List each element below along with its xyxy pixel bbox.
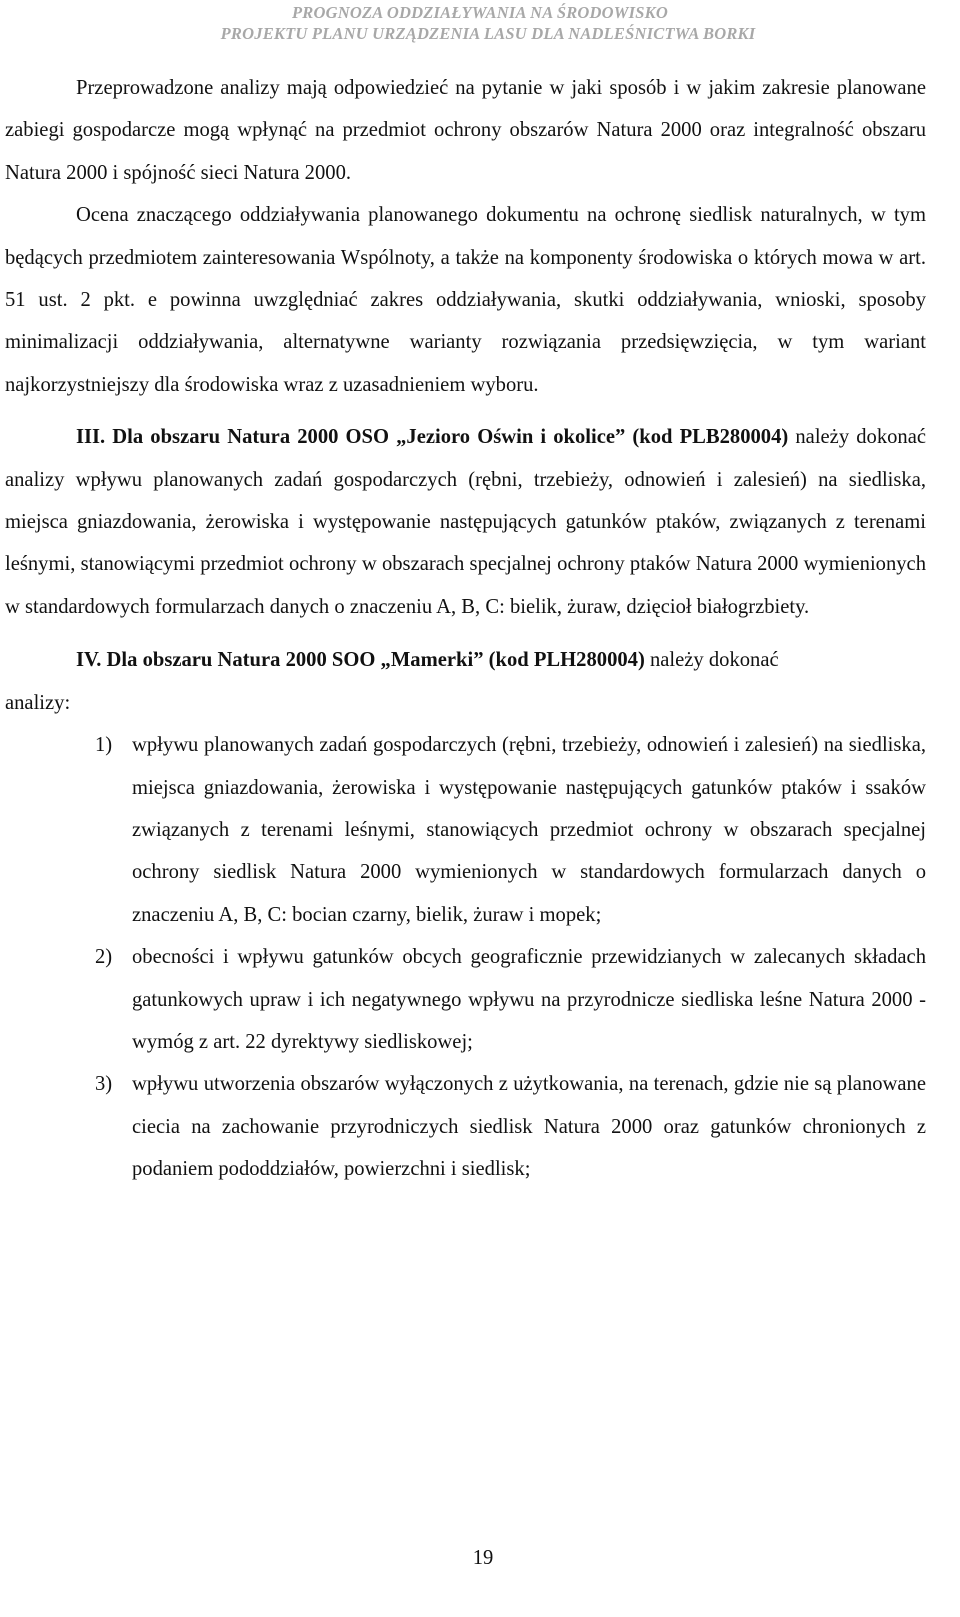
paragraph-section-iv [5, 639, 926, 681]
list-item-number: 3) [95, 1073, 113, 1096]
list-item [5, 936, 926, 1063]
paragraph-impact-assessment: Ocena znaczącego oddziaływania planowanego dokumentu na ochronę siedlisk naturalnych, w tym będących przedmiotem zainteresowania Wspólnoty, a także na komponenty środowiska o których mowa w art. 51 ust. 2 pkt. e powinna uwzględniać zakres oddziaływania, skutki oddziaływania, wnioski, sposoby minimalizacji oddziaływania, alternatywne warianty rozwiązania przedsięwzięcia, w tym wariant najkorzystniejszy dla środowiska wraz z uzasadnieniem wyboru. [5, 204, 926, 396]
analysis-list [5, 724, 926, 1190]
header-line-2: PROJEKTU PLANU URZĄDZENIA LASU DLA NADLEŚNICTWA BORKI [220, 24, 756, 43]
section-iii-text: należy dokonać analizy wpływu planowanych zadań gospodarczych (rębni, trzebieży, odnowień i zalesień) na siedliska, miejsca gniazdowania, żerowiska i występowanie następujących gatunków ptaków, związanych z terenami leśnymi, stanowiącymi przedmiot ochrony w obszarach specjalnej ochrony ptaków Natura 2000 wymienionych w standardowych formularzach danych o znaczeniu A, B, C: bielik, żuraw, dzięcioł białogrzbiety. [5, 426, 926, 618]
section-iii-heading: III. Dla obszaru Natura 2000 OSO „Jezioro Oświn i okolice” (kod PLB280004) [76, 426, 789, 449]
list-item-number: 2) [95, 946, 113, 969]
paragraph-section-iii [5, 416, 926, 628]
list-item [5, 724, 926, 936]
list-item [5, 1063, 926, 1190]
list-item-text: wpływu planowanych zadań gospodarczych (rębni, trzebieży, odnowień i zalesień) na siedliska, miejsca gniazdowania, żerowiska i występowanie następujących gatunków ptaków i ssaków związanych z terenami leśnymi, stanowiących przedmiot ochrony w obszarach specjalnej ochrony siedlisk Natura 2000 wymienionych w standardowych formularzach danych o znaczeniu A, B, C: bocian czarny, bielik, żuraw i mopek; [132, 734, 926, 926]
spacer [5, 406, 926, 416]
list-item-text: obecności i wpływu gatunków obcych geograficznie przewidzianych w zalecanych składach gatunkowych upraw i ich negatywnego wpływu na przyrodnicze siedliska leśne Natura 2000 - wymóg z art. 22 dyrektywy siedliskowej; [132, 946, 926, 1053]
list-item-number: 1) [95, 734, 113, 757]
spacer [5, 628, 926, 639]
header-line-1: PROGNOZA ODDZIAŁYWANIA NA ŚRODOWISKO [292, 3, 668, 22]
section-iv-continuation: analizy: [5, 691, 71, 714]
running-header [0, 2, 960, 44]
section-iv-text: należy dokonać [644, 649, 779, 672]
paragraph-analysis-purpose: Przeprowadzone analizy mają odpowiedzieć na pytanie w jaki sposób i w jakim zakresie planowane zabiegi gospodarcze mogą wpłynąć na przedmiot ochrony obszarów Natura 2000 oraz integralność obszaru Natura 2000 i spójność sieci Natura 2000. [5, 77, 926, 184]
section-iv-heading: IV. Dla obszaru Natura 2000 SOO „Mamerki” (kod PLH280004) [76, 649, 645, 672]
page-number: 19 [472, 1547, 494, 1569]
list-item-text: wpływu utworzenia obszarów wyłączonych z użytkowania, na terenach, gdzie nie są planowane ciecia na zachowanie przyrodniczych siedlisk Natura 2000 oraz gatunków chronionych z podaniem pododdziałów, powierzchni i siedlisk; [132, 1073, 926, 1181]
document-body [5, 67, 926, 1191]
